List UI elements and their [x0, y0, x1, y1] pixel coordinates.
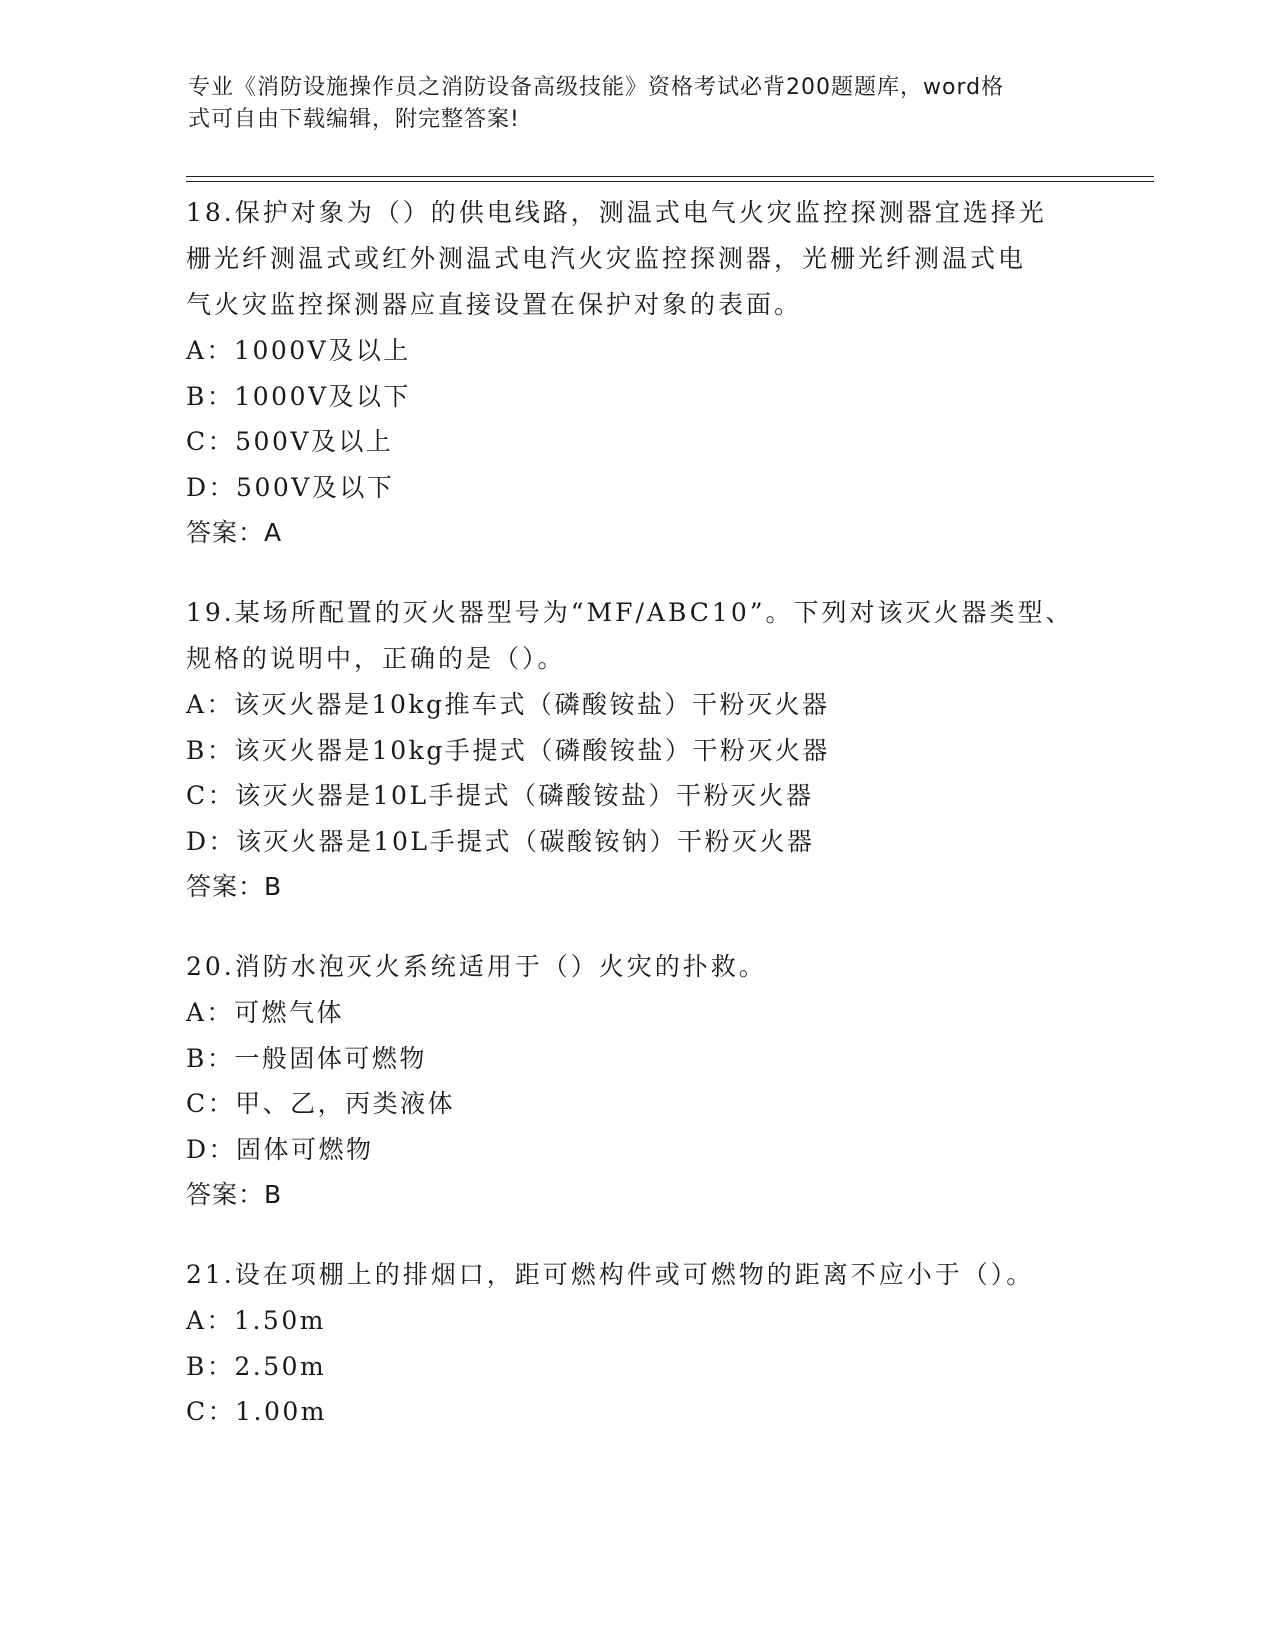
option-a: A：1.50m [186, 1306, 326, 1335]
answer-label: 答案：B [186, 872, 283, 901]
question-19 [186, 590, 1086, 910]
question-stem-line: 20.消防水泡灭火系统适用于（）火灾的扑救。 [186, 952, 767, 981]
question-21 [186, 1252, 1086, 1435]
question-stem-line: 规格的说明中，正确的是（）。 [186, 644, 566, 673]
answer-label: 答案：A [186, 518, 283, 547]
option-d: D：500V及以下 [186, 472, 395, 502]
header-divider-top [186, 176, 1154, 177]
question-list [186, 190, 1086, 1469]
option-d: D：该灭火器是10L手提式（碳酸铵钠）干粉灭火器 [186, 826, 815, 856]
question-stem-line: 19.某场所配置的灭火器型号为“MF/ABC10”。下列对该灭火器类型、 [186, 598, 1074, 627]
option-c: C：1.00m [186, 1397, 327, 1426]
option-b: B：该灭火器是10kg手提式（磷酸铵盐）干粉灭火器 [186, 735, 830, 765]
header-title-line-1: 专业《消防设施操作员之消防设备高级技能》资格考试必背200题题库，word格 [188, 75, 1005, 100]
question-stem-line: 21.设在项棚上的排烟口，距可燃构件或可燃物的距离不应小于（）。 [186, 1260, 1035, 1289]
question-18 [186, 190, 1086, 556]
option-b: B：一般固体可燃物 [186, 1043, 427, 1073]
option-c: C：500V及以上 [186, 427, 394, 456]
option-b: B：1000V及以下 [186, 381, 412, 411]
option-c: C：甲、乙，丙类液体 [186, 1089, 456, 1118]
option-a: A：该灭火器是10kg推车式（磷酸铵盐）干粉灭火器 [186, 690, 830, 719]
header-divider-bottom [186, 181, 1154, 182]
option-a: A：可燃气体 [186, 998, 345, 1027]
question-stem-line: 气火灾监控探测器应直接设置在保护对象的表面。 [186, 290, 803, 319]
answer-label: 答案：B [186, 1180, 283, 1209]
header-title-line-2: 式可自由下载编辑，附完整答案! [188, 107, 520, 132]
option-b: B：2.50m [186, 1351, 327, 1381]
option-a: A：1000V及以上 [186, 336, 411, 365]
question-stem-line: 栅光纤测温式或红外测温式电汽火灾监控探测器，光栅光纤测温式电 [186, 244, 1027, 273]
document-header [188, 72, 1068, 136]
question-20 [186, 944, 1086, 1218]
option-c: C：该灭火器是10L手提式（磷酸铵盐）干粉灭火器 [186, 781, 814, 810]
question-stem-line: 18.保护对象为（）的供电线路，测温式电气火灾监控探测器宜选择光 [186, 198, 1047, 227]
option-d: D：固体可燃物 [186, 1134, 374, 1164]
